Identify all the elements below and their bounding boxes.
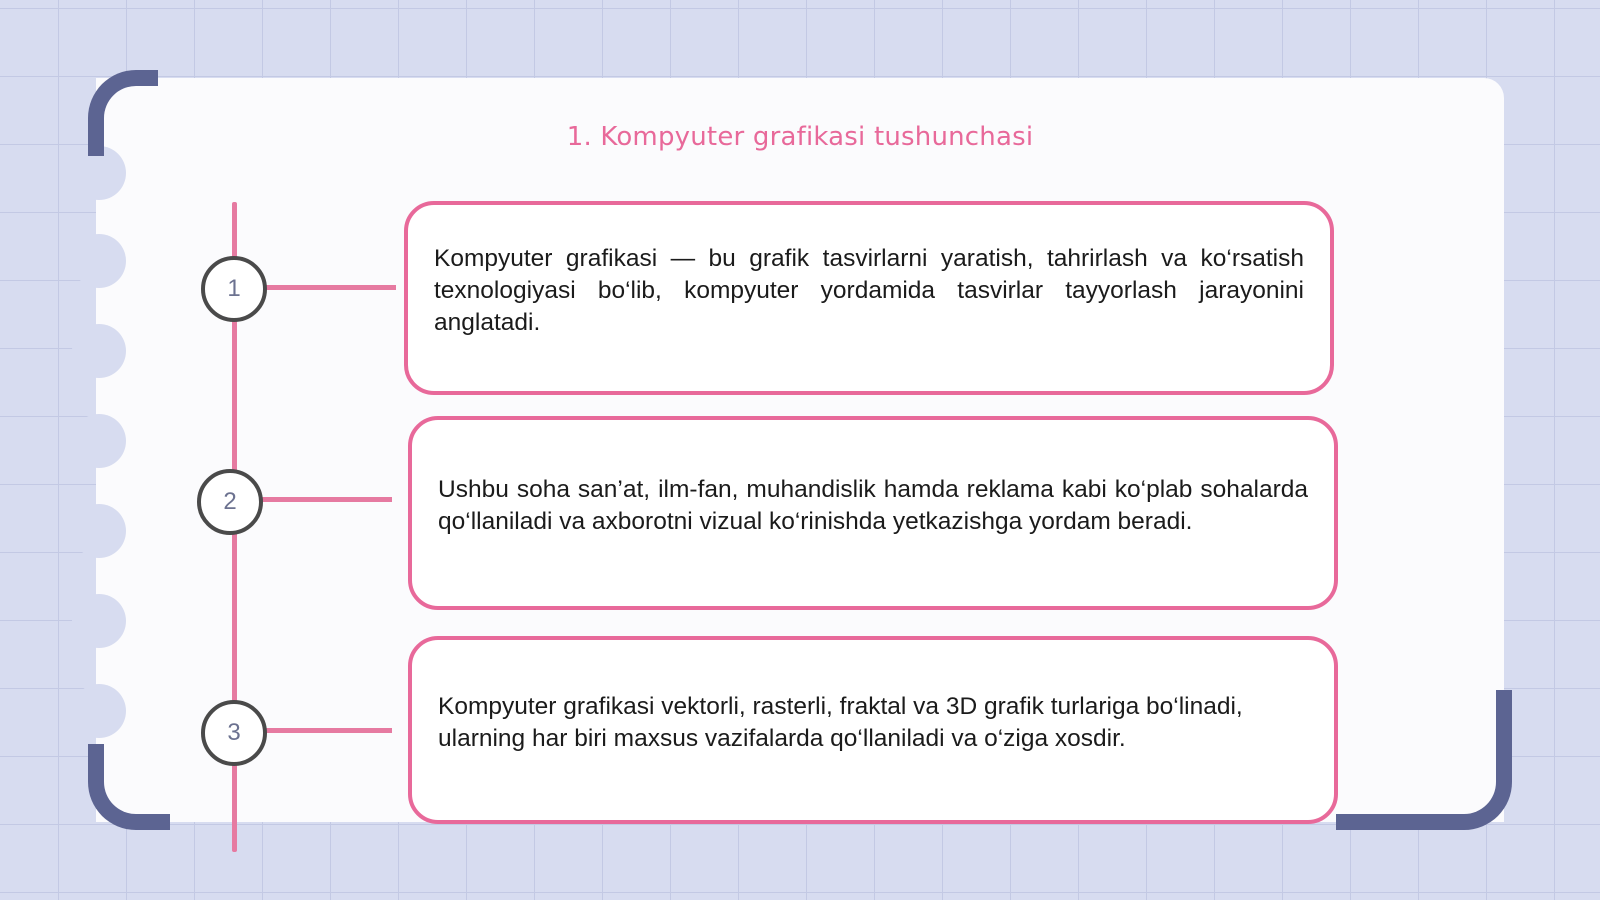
paper-scallop: [72, 414, 126, 468]
frame-corner-bottom-right: [1336, 690, 1512, 830]
timeline-connector-1: [266, 285, 396, 290]
paper-scallop: [72, 504, 126, 558]
paper-scallop: [72, 234, 126, 288]
card-text: Ushbu soha san’at, ilm-fan, muhandislik hamda reklama kabi ko‘plab sohalarda qo‘llaniladi va axborotni vizual ko‘rinishda yetkazishga yordam beradi.: [438, 476, 1308, 535]
content-card-2: [408, 416, 1338, 610]
slide-title: 1. Kompyuter grafikasi tushunchasi: [566, 122, 1034, 152]
content-card-1: [404, 201, 1334, 395]
timeline-connector-2: [262, 497, 392, 502]
paper-scallop: [72, 594, 126, 648]
timeline-node-3: 3: [201, 700, 267, 766]
card-text: Kompyuter grafikasi — bu grafik tasvirlarni yaratish, tahrirlash va ko‘rsatish texnologiyasi bo‘lib, kompyuter yordamida tasvirlar tayyorlash jarayonini anglatadi.: [434, 245, 1304, 336]
paper-scallop: [72, 684, 126, 738]
timeline-node-2: 2: [197, 469, 263, 535]
card-text: Kompyuter grafikasi vektorli, rasterli, fraktal va 3D grafik turlariga bo‘linadi, ularning har biri maxsus vazifalarda qo‘llaniladi va o‘ziga xosdir.: [438, 693, 1243, 752]
timeline-node-1: 1: [201, 256, 267, 322]
content-card-3: [408, 636, 1338, 824]
timeline-connector-3: [266, 728, 392, 733]
paper-scallop: [72, 324, 126, 378]
